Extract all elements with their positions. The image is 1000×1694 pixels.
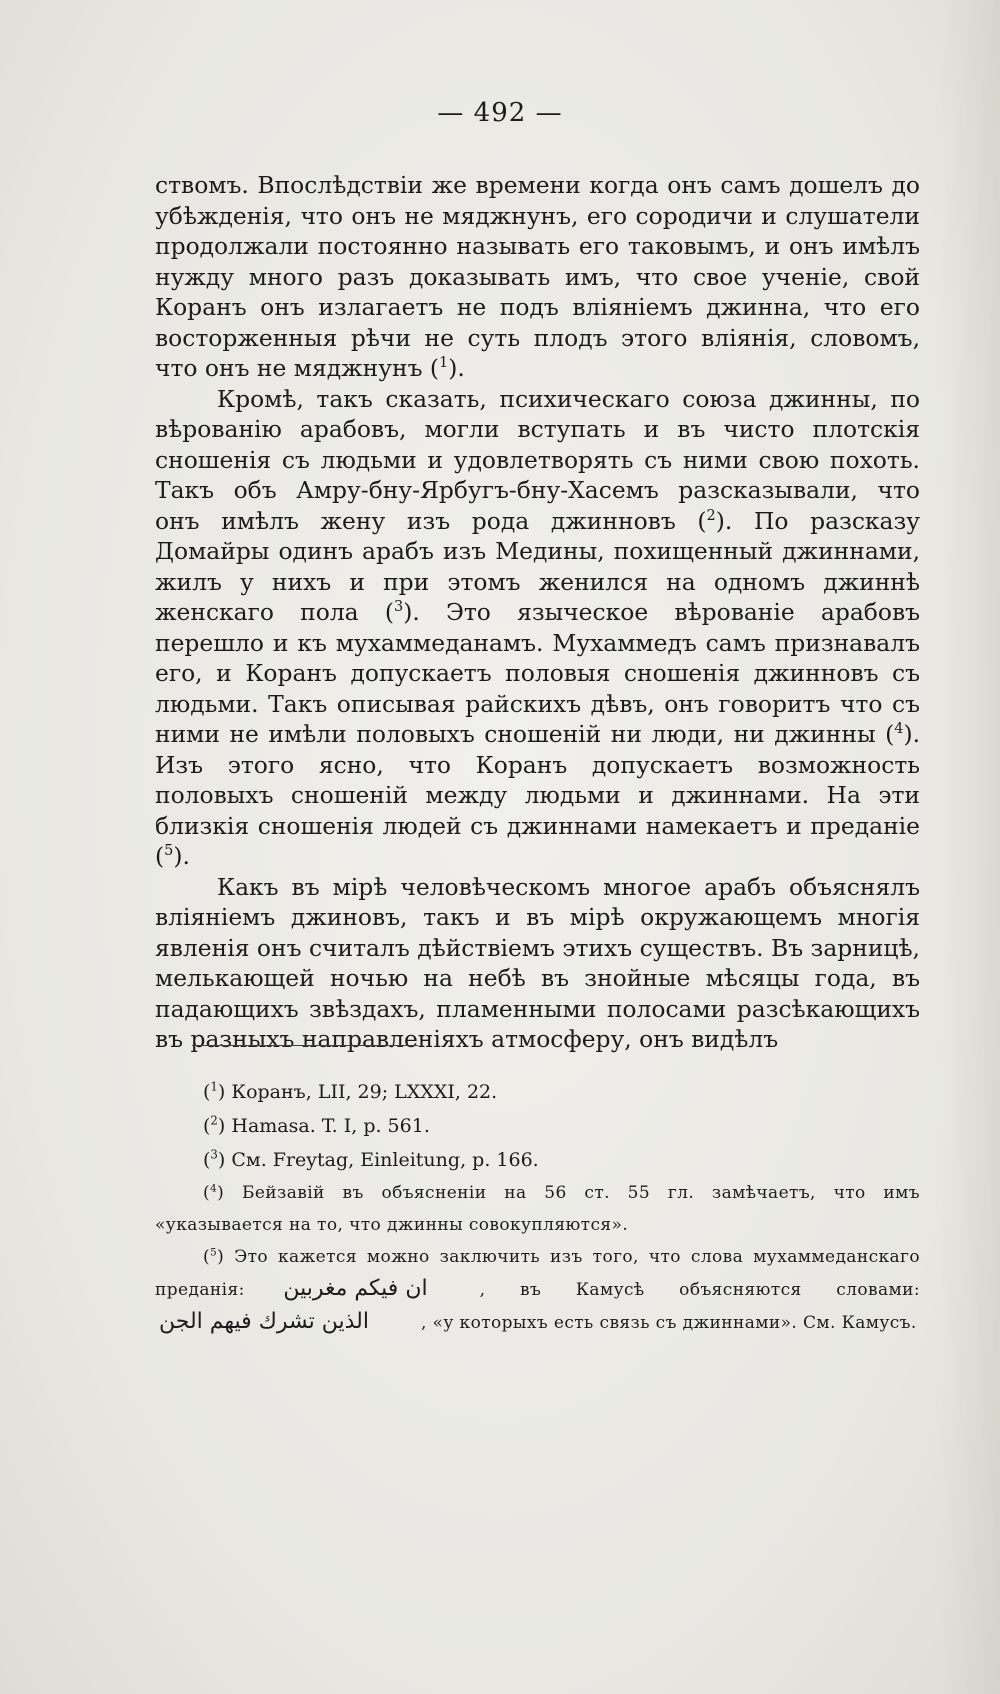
paragraph-2-text-b: По разсказу Домайры одинъ арабъ изъ Медины, похищенный джиннами, жилъ у нихъ и при этомъ женился на одномъ джиннѣ женскаго пола — [155, 506, 921, 626]
ref-2: 2 — [706, 507, 716, 524]
footnote-5-arabic-2: الذين تشرك فيهم الجن — [159, 1309, 369, 1334]
footnote-3-mark: 3 — [210, 1147, 218, 1162]
footnote-4-mark: 4 — [210, 1182, 218, 1195]
paragraph-3-text: Какъ въ мірѣ человѣческомъ многое арабъ объяснялъ вліяніемъ джиновъ, такъ и въ мірѣ окружающемъ многія явленія онъ считалъ дѣйствіемъ этихъ существъ. Въ зарницѣ, мелькающей ночью на небѣ въ знойные мѣсяцы года, въ падающихъ звѣздахъ, пламенными полосами разсѣкающихъ въ разныхъ направленіяхъ атмосферу, онъ видѣлъ — [155, 872, 920, 1053]
footnotes — [155, 1075, 920, 1339]
ref-3: 3 — [393, 599, 404, 616]
paragraph-1-text: ствомъ. Впослѣдствіи же времени когда онъ самъ дошелъ до убѣжденія, что онъ не мяджнунъ, его сородичи и слушатели продолжали постоянно называть его таковымъ, и онъ имѣлъ нужду много разъ доказывать имъ, что свое ученіе, свой Коранъ онъ излагаетъ не подъ вліяніемъ джинна, что его восторженныя рѣчи не суть плодъ этого вліянія, словомъ, что онъ не мяджнунъ — [155, 171, 920, 382]
ref-1: 1 — [439, 355, 449, 372]
footnote-divider — [192, 1045, 418, 1046]
footnote-1-mark: 1 — [210, 1079, 218, 1094]
footnote-1: ($^1$) Коранъ, LII, 29; LXXXI, 22. — [203, 1079, 498, 1103]
ref-5: 5 — [164, 843, 174, 860]
footnote-5-arabic-1: ان فيكم مغربين — [283, 1276, 428, 1301]
footnote-1-text: Коранъ, LII, 29; LXXXI, 22. — [231, 1081, 498, 1103]
footnote-3: ($^3$) См. Freytag, Einleitung, p. 166. — [203, 1147, 539, 1171]
footnote-2-text: Hamasa. T. I, p. 561. — [231, 1115, 430, 1137]
footnote-5-text-a: Это кажется можно заключить изъ того, что слова мухаммеданскаго преданія: — [155, 1247, 920, 1300]
footnote-2: ($^2$) Hamasa. T. I, p. 561. — [203, 1113, 430, 1137]
footnote-2-mark: 2 — [210, 1113, 218, 1128]
page-number: — 492 — — [437, 98, 563, 128]
footnote-3-text: См. Freytag, Einleitung, p. 166. — [231, 1149, 539, 1171]
paragraph-2-text-c: Это языческое вѣрованіе арабовъ перешло и къ мухаммеданамъ. Мухаммедъ самъ признавалъ его, и Коранъ допускаетъ половыя сношенія джинновъ съ людьми. Такъ описывая райскихъ дѣвъ, онъ говоритъ что съ ними не имѣли половыхъ сношеній ни люди, ни джинны — [155, 598, 920, 748]
ref-4: 4 — [894, 721, 904, 738]
footnote-5-mark: 5 — [210, 1246, 218, 1259]
footnote-5: ($^5$) Это кажется можно заключить изъ того, что слова мухаммеданскаго преданія: ان فيكم مغربين , въ Камусѣ объясняются словами: الذين تشرك فيهم الجن , «у которыхъ есть связь съ джиннами». См. Камусъ. — [155, 1241, 920, 1339]
footnote-4: ($^4$) Бейзавій въ объясненіи на 56 ст. 55 гл. замѣчаетъ, что имъ «указывается на то, что джинны совокупляются». — [155, 1182, 920, 1235]
page-edge-shading — [940, 0, 1000, 1694]
footnote-5-text-c: , «у которыхъ есть связь съ джиннами». См. Камусъ. — [420, 1313, 917, 1333]
paragraph-1: ствомъ. Впослѣдствіи же времени когда онъ самъ дошелъ до убѣжденія, что онъ не мяджнунъ, его сородичи и слушатели продолжали постоянно называть его таковымъ, и онъ имѣлъ нужду много разъ доказывать имъ, что свое ученіе, свой Коранъ онъ излагаетъ не подъ вліяніемъ джинна, что его восторженныя рѣчи не суть плодъ этого вліянія, словомъ, что онъ не мяджнунъ ($^1$). — [155, 171, 920, 382]
footnote-4-text: Бейзавій въ объясненіи на 56 ст. 55 гл. замѣчаетъ, что имъ «указывается на то, что джинны совокупляются». — [155, 1183, 920, 1235]
main-text — [155, 170, 920, 1055]
footnote-5-text-b: , въ Камусѣ объясняются словами: — [479, 1280, 920, 1300]
paragraph-3 — [155, 872, 920, 1055]
paragraph-2-text-a: Кромѣ, такъ сказать, психическаго союза джинны, по вѣрованію арабовъ, могли вступать и въ чисто плотскія сношенія съ людьми и удовлетворять съ ними свою похоть. Такъ объ Амру-бну-Ярбугъ-бну-Хасемъ разсказывали, что онъ имѣлъ жену изъ рода джинновъ — [155, 384, 920, 535]
paragraph-2: Кромѣ, такъ сказать, психическаго союза джинны, по вѣрованію арабовъ, могли вступать и въ чисто плотскія сношенія съ людьми и удовлетворять съ ними свою похоть. Такъ объ Амру-бну-Ярбугъ-бну-Хасемъ разсказывали, что онъ имѣлъ жену изъ рода джинновъ ($^2$). По разсказу Домайры одинъ арабъ изъ Медины, похищенный джиннами, жилъ у нихъ и при этомъ женился на одномъ джиннѣ женскаго пола ($^3$). Это языческое вѣрованіе арабовъ перешло и къ мухаммеданамъ. Мухаммедъ самъ признавалъ его, и Коранъ допускаетъ половыя сношенія джинновъ съ людьми. Такъ описывая райскихъ дѣвъ, онъ говоритъ что съ ними не имѣли половыхъ сношеній ни люди, ни джинны ($^4$). Изъ этого ясно, что Коранъ допускаетъ возможность половыхъ сношеній между людьми и джиннами. На эти близкія сношенія людей съ джиннами намекаетъ и преданіе ($^5$). — [155, 384, 921, 870]
paragraph-2-text-d: Изъ этого ясно, что Коранъ допускаетъ возможность половыхъ сношеній между людьми и джиннами. На эти близкія сношенія людей съ джиннами намекаетъ и преданіе — [155, 750, 920, 840]
